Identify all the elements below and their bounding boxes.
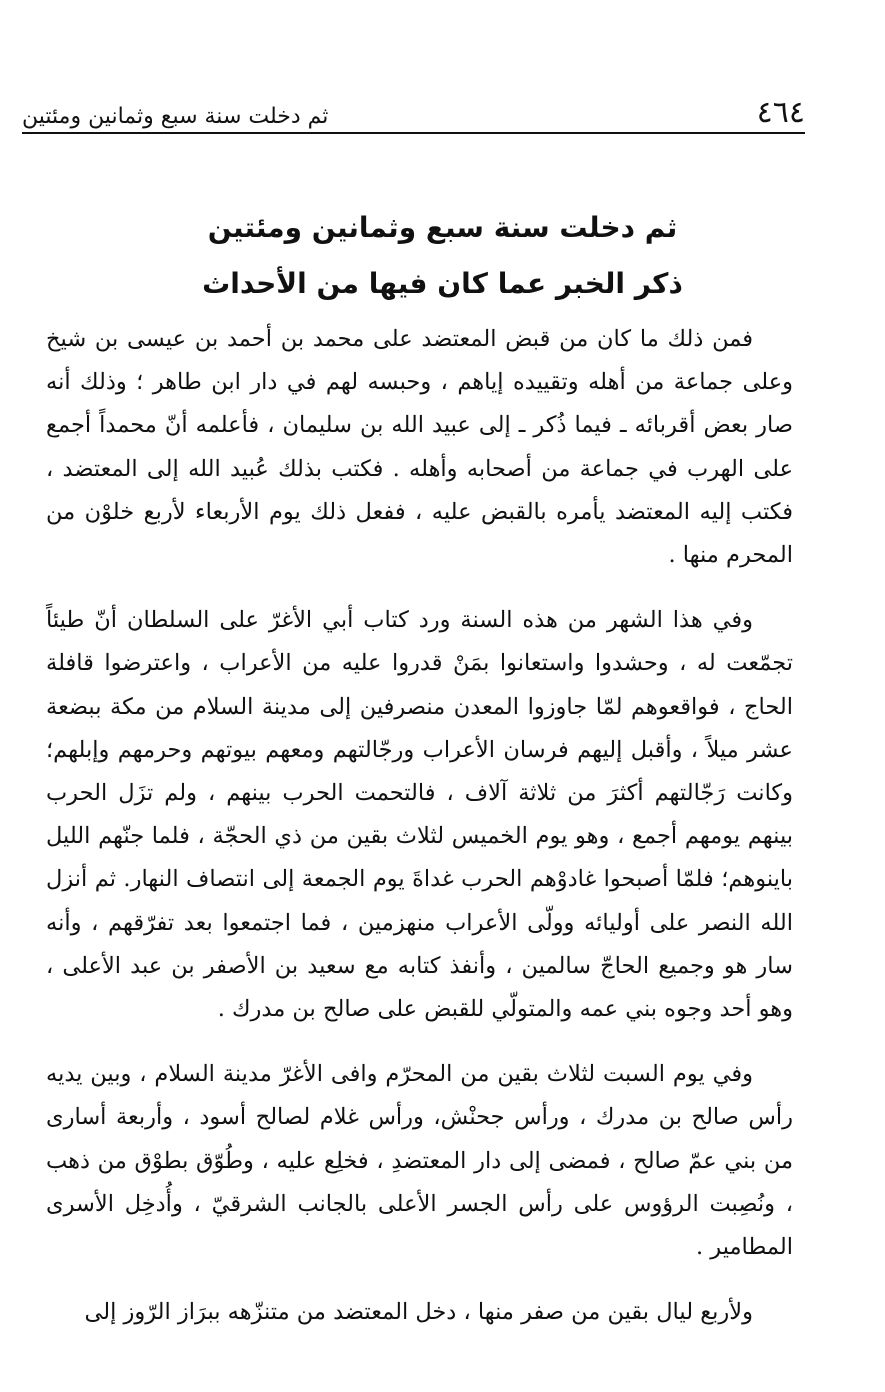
paragraph-4: ولأربع ليال بقين من صفر منها ، دخل المعتضد من متنزّهه ببرَاز الرّوز إلى <box>84 1299 753 1326</box>
chapter-titles <box>40 200 845 312</box>
page-number: ٤٦٤ <box>756 95 805 130</box>
paragraph-2: وفي هذا الشهر من هذه السنة ورد كتاب أبي الأغرّ على السلطان أنّ طيئاً تجمّعت له ، وحشدوا واستعانوا بمَنْ قدروا عليه من الأعراب ، واعترضوا قافلة الحاج ، فواقعوهم لمّا جاوزوا المعدن منصرفين إلى مدينة السلام من مكة ببضعة عشر ميلاً ، وأقبل إليهم فرسان الأعراب ورجّالتهم ومعهم بيوتهم وحرمهم وإبلهم؛ وكانت رَجّالتهم أكثرَ من ثلاثة آلاف ، فالتحمت الحرب بينهم ، ولم تزَل الحرب بينهم يومهم أجمع ، وهو يوم الخميس لثلاث بقين من ذي الحجّة ، فلما جنّهم الليل باينوهم؛ فلمّا أصبحوا غادوْهم الحرب غداةَ يوم الجمعة إلى انتصاف النهار. ثم أنزل الله النصر على أوليائه وولّى الأعراب منهزمين ، فما اجتمعوا بعد تفرّقهم ، وأنه سار هو وجميع الحاجّ سالمين ، وأنفذ كتابه مع سعيد بن الأصفر بن عبد الأعلى ، وهو أحد وجوه بني عمه والمتولّي للقبض على صالح بن مدرك . <box>46 607 793 1023</box>
chapter-title: ثم دخلت سنة سبع وثمانين ومئتين <box>207 211 678 244</box>
body-text <box>46 318 793 1334</box>
paragraph-3: وفي يوم السبت لثلاث بقين من المحرّم وافى الأغرّ مدينة السلام ، وبين يديه رأس صالح بن مدرك ، ورأس جحنْش، ورأس غلام لصالح أسود ، وأربعة أسارى من بني عمّ صالح ، فمضى إلى دار المعتضدِ ، فخلِع عليه ، وطُوّق بطوْق من ذهب ، ونُصِبت الرؤوس على رأس الجسر الأعلى بالجانب الشرقيّ ، وأُدخِل الأسرى المطامير . <box>46 1061 793 1261</box>
paragraph-1: فمن ذلك ما كان من قبض المعتضد على محمد بن أحمد بن عيسى بن شيخ وعلى جماعة من أهله وتقييده إياهم ، وحبسه لهم في دار ابن طاهر ؛ وذلك أنه صار بعض أقربائه ـ فيما ذُكر ـ إلى عبيد الله بن سليمان ، فأعلمه أنّ محمداً أجمع على الهرب في جماعة من أصحابه وأهله . فكتب بذلك عُبيد الله إلى المعتضد ، فكتب إليه المعتضد يأمره بالقبض عليه ، ففعل ذلك يوم الأربعاء لأربع خلوْن من المحرم منها . <box>46 326 793 569</box>
section-title: ذكر الخبر عما كان فيها من الأحداث <box>202 267 683 300</box>
running-header <box>22 88 805 134</box>
running-title: ثم دخلت سنة سبع وثمانين ومئتين <box>22 104 329 129</box>
